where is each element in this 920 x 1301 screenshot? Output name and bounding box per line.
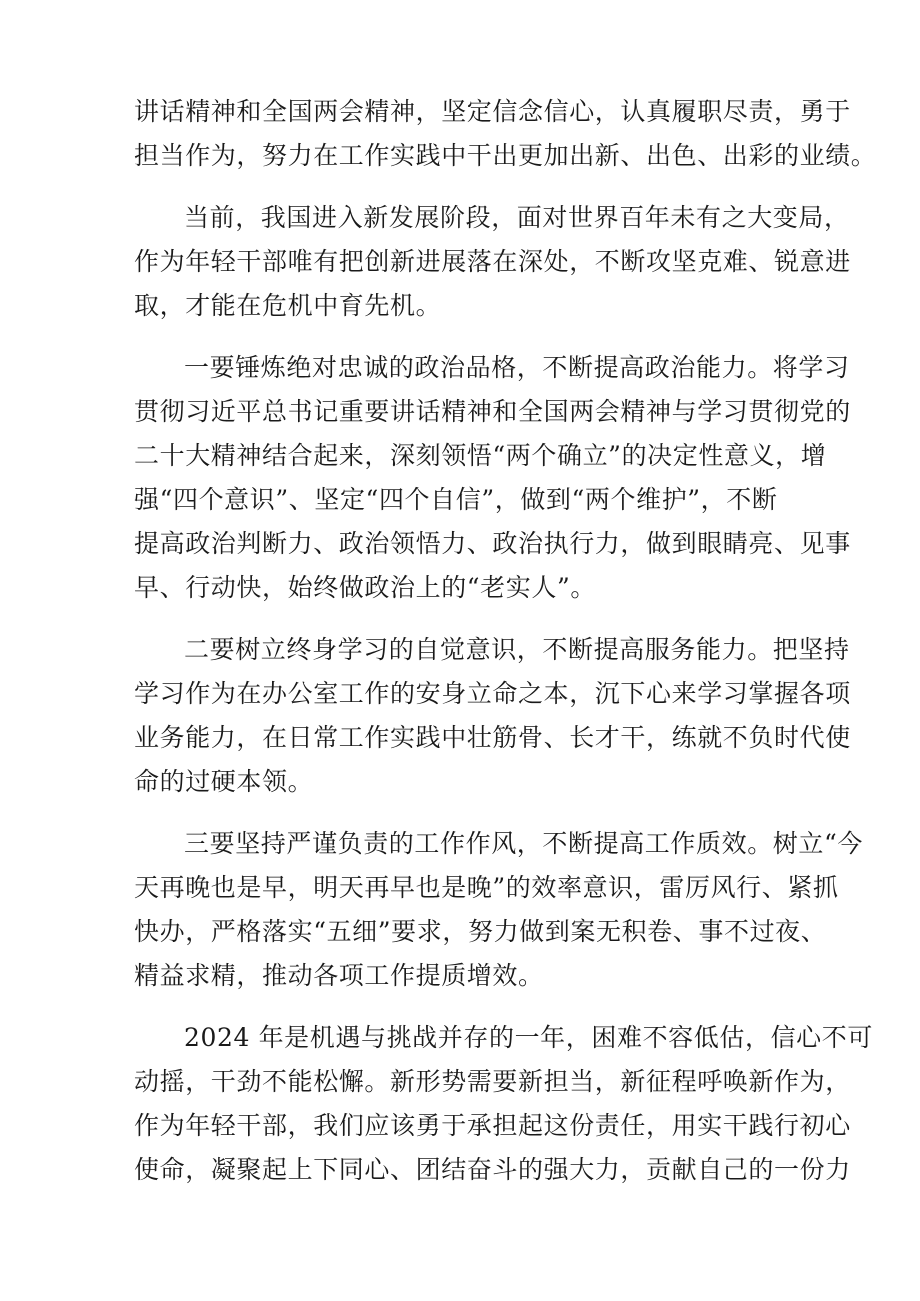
text-line: 天再晚也是早，明天再早也是晚”的效率意识，雷厉风行、紧抓 <box>134 873 839 902</box>
text-line: 动摇，干劲不能松懈。新形势需要新担当，新征程呼唤新作为， <box>134 1067 851 1096</box>
paragraph <box>134 822 863 998</box>
text-line: 2024 年是机遇与挑战并存的一年，困难不容低估，信心不可 <box>184 1023 873 1052</box>
paragraph <box>134 346 851 610</box>
text-line: 二十大精神结合起来，深刻领悟“两个确立”的决定性意义，增 <box>134 441 827 470</box>
text-line: 快办，严格落实“五细”要求，努力做到案无积卷、事不过夜、 <box>134 917 827 946</box>
text-line: 担当作为，努力在工作实践中干出更加出新、出色、出彩的业绩。 <box>134 141 877 170</box>
text-line: 当前，我国进入新发展阶段，面对世界百年未有之大变局， <box>184 203 850 232</box>
text-line: 学习作为在办公室工作的安身立命之本，沉下心来学习掌握各项 <box>134 679 851 708</box>
document-body <box>134 90 877 1210</box>
text-line: 命的过硬本领。 <box>134 767 314 796</box>
text-line: 使命，凝聚起上下同心、团结奋斗的强大力，贡献自己的一份力 <box>134 1155 851 1184</box>
text-line: 讲话精神和全国两会精神，坚定信念信心，认真履职尽责，勇于 <box>134 97 851 126</box>
text-line: 三要坚持严谨负责的工作作风，不断提高工作质效。树立“今 <box>184 829 863 858</box>
text-line: 早、行动快，始终做政治上的“老实人”。 <box>134 573 596 602</box>
text-line: 贯彻习近平总书记重要讲话精神和全国两会精神与学习贯彻党的 <box>134 397 851 426</box>
text-line: 取，才能在危机中育先机。 <box>134 291 442 320</box>
text-line: 业务能力，在日常工作实践中壮筋骨、长才干，练就不负时代使 <box>134 723 851 752</box>
paragraph <box>134 196 851 328</box>
text-line: 提高政治判断力、政治领悟力、政治执行力，做到眼睛亮、见事 <box>134 529 851 558</box>
text-line: 作为年轻干部唯有把创新进展落在深处，不断攻坚克难、锐意进 <box>134 247 851 276</box>
text-line: 强“四个意识”、坚定“四个自信”，做到“两个维护”，不断 <box>134 485 778 514</box>
paragraph <box>134 1016 873 1192</box>
text-line: 一要锤炼绝对忠诚的政治品格，不断提高政治能力。将学习 <box>184 353 850 382</box>
text-line: 精益求精，推动各项工作提质增效。 <box>134 961 544 990</box>
paragraph <box>134 90 877 178</box>
paragraph <box>134 628 851 804</box>
text-line: 二要树立终身学习的自觉意识，不断提高服务能力。把坚持 <box>184 635 850 664</box>
text-line: 作为年轻干部，我们应该勇于承担起这份责任，用实干践行初心 <box>134 1111 851 1140</box>
